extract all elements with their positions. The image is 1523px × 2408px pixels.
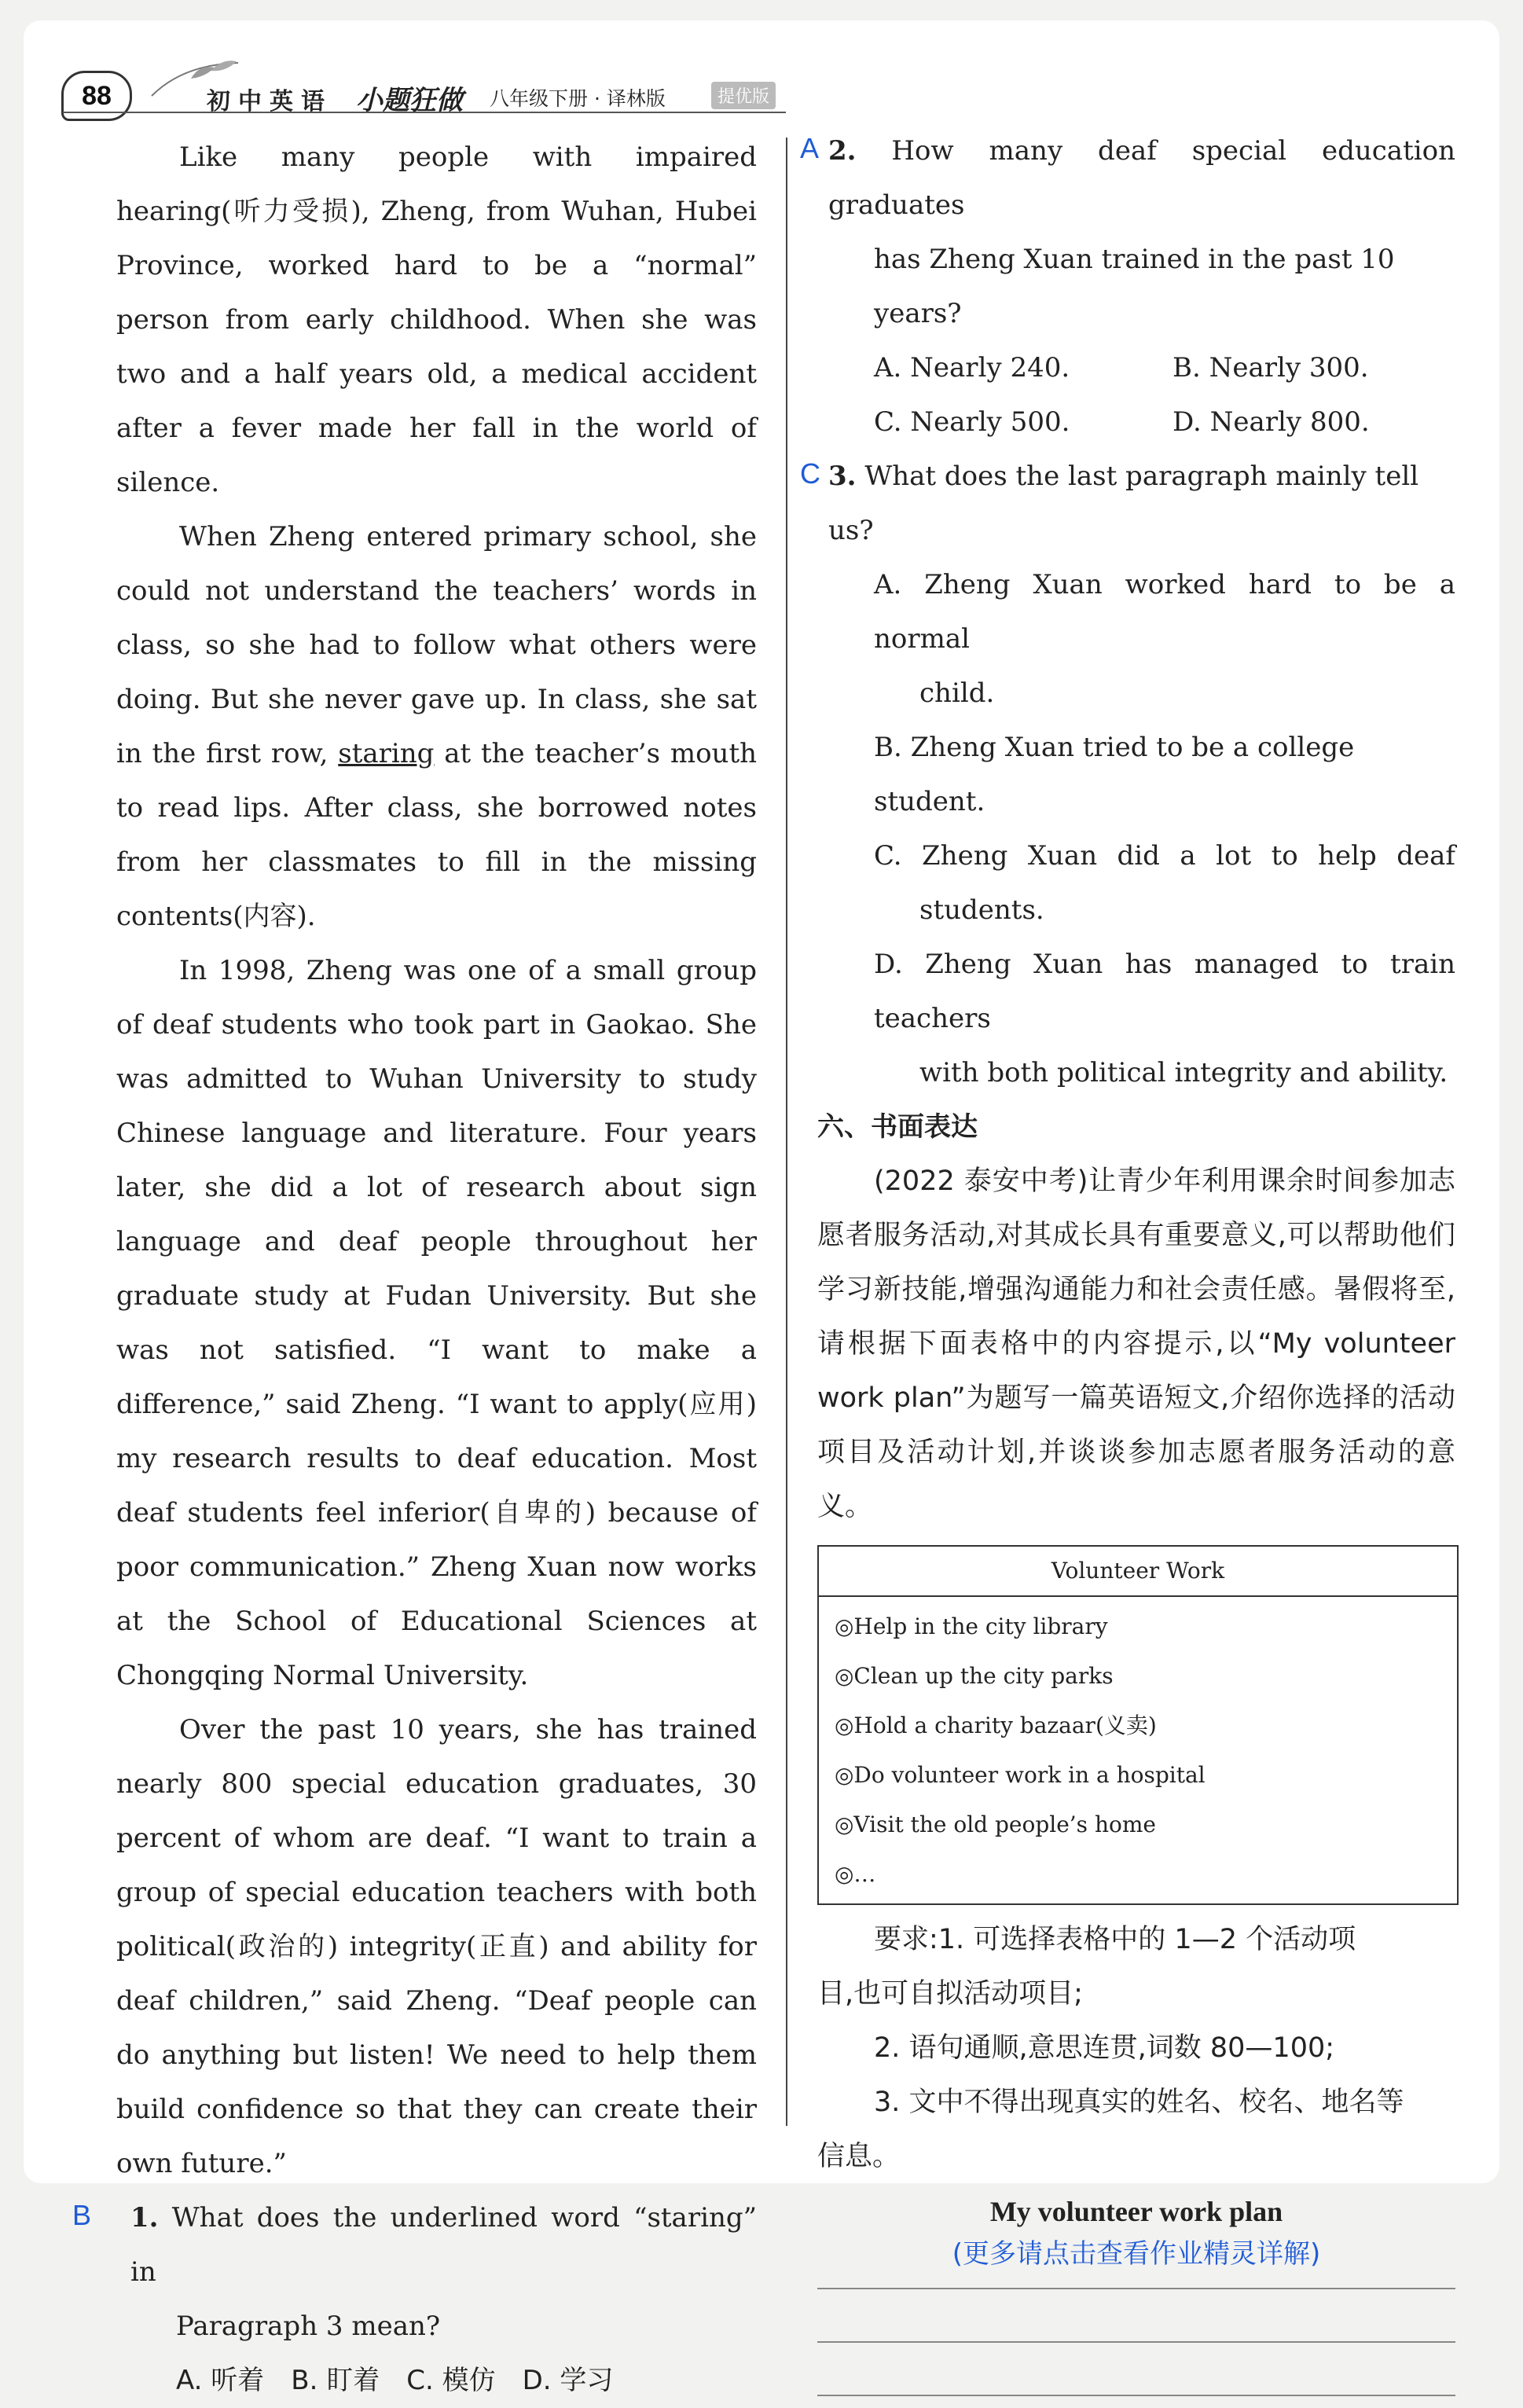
table-item: ◎…	[835, 1861, 876, 1887]
table-body	[819, 1597, 1457, 1903]
q1-number: 1.	[130, 2202, 159, 2234]
table-item: ◎Visit the old people’s home	[835, 1812, 1156, 1837]
question-3	[800, 450, 1455, 1100]
q3-option-a-line1: A. Zheng Xuan worked hard to be a normal	[874, 569, 1455, 655]
requirement-3-line2: 信息。	[817, 2141, 901, 2172]
brand-logo-text: 小题狂做	[356, 85, 463, 116]
requirement-1-line2: 目,也可自拟活动项目;	[817, 1978, 1083, 2010]
section-title-writing: 六、书面表达	[817, 1111, 978, 1143]
p2-text-after: at the teacher’s mouth to read lips. After class, she borrowed notes from her classmates to fill in the missing contents(内容).	[116, 738, 758, 932]
page-number-badge	[61, 71, 132, 121]
answer-q1: B	[72, 2199, 92, 2231]
q2-number: 2.	[828, 135, 857, 167]
q3-option-c-line2: students.	[919, 894, 1044, 926]
passage-paragraph-4: Over the past 10 years, she has trained nearly 800 special education graduates, 30 percent of whom are deaf. “I want to train a group of special education teachers with both political(政治的) integrity(正直) and ability for deaf children,” said Zheng. “Deaf people can do anything but listen! We need to help them build confidence so that they can create their own future.”	[116, 1714, 757, 2179]
q3-stem	[817, 450, 1455, 558]
answer-q3: C	[800, 457, 820, 490]
underlined-word: staring	[338, 738, 435, 769]
essay-title: My volunteer work plan	[989, 2196, 1283, 2227]
q2-option-b: B. Nearly 300.	[1173, 352, 1369, 384]
requirement-2: 2. 语句通顺,意思连贯,词数 80—100;	[874, 2032, 1335, 2064]
requirement-1-line1: 要求:1. 可选择表格中的 1—2 个活动项	[874, 1924, 1356, 1955]
header-rule	[63, 112, 786, 113]
question-1	[72, 2191, 758, 2408]
q2-option-d: D. Nearly 800.	[1173, 406, 1370, 438]
q1-stem-text: What does the underlined word “staring” in	[130, 2202, 758, 2288]
q2-stem-line2: has Zheng Xuan trained in the past 10 years?	[874, 244, 1395, 329]
edition-badge: 提优版	[711, 82, 776, 109]
left-column	[72, 130, 758, 2408]
right-column	[800, 124, 1455, 2396]
grade-label: 八年级下册 · 译林版	[490, 87, 666, 110]
p2-text-before: When Zheng entered primary school, she could not understand the teachers’ words in class, so she had to follow what others were doing. But she never gave up. In class, she sat in the first row,	[116, 521, 757, 769]
writing-line[interactable]	[817, 2288, 1455, 2289]
q3-number: 3.	[828, 461, 857, 492]
q2-stem-text: How many deaf special education graduates	[828, 135, 1455, 221]
writing-line[interactable]	[817, 2395, 1455, 2396]
writing-prompt: (2022 泰安中考)让青少年利用课余时间参加志愿者服务活动,对其成长具有重要意义,可以帮助他们学习新技能,增强沟通能力和社会责任感。暑假将至,请根据下面表格中的内容提示,以“My volunteer work plan”为题写一篇英语短文,介绍你选择的活动项目及活动计划,并谈谈参加志愿者服务活动的意义。	[817, 1165, 1455, 1522]
q3-option-b: B. Zheng Xuan tried to be a college student.	[874, 732, 1355, 817]
table-item: ◎Help in the city library	[835, 1613, 1108, 1639]
q3-option-d-line1: D. Zheng Xuan has managed to train teachers	[874, 949, 1455, 1034]
q3-stem-text: What does the last paragraph mainly tell us?	[828, 461, 1419, 546]
q1-stem-line2: Paragraph 3 mean?	[176, 2311, 441, 2342]
question-2	[800, 124, 1455, 450]
q2-stem-line1	[817, 124, 1455, 233]
writing-line[interactable]	[817, 2341, 1455, 2343]
q2-option-c: C. Nearly 500.	[874, 406, 1070, 438]
table-header: Volunteer Work	[819, 1547, 1457, 1597]
table-item: ◎Do volunteer work in a hospital	[835, 1762, 1206, 1788]
q3-option-d-line2: with both political integrity and ability.	[919, 1057, 1448, 1088]
q2-options	[817, 341, 1455, 450]
passage-paragraph-1: Like many people with impaired hearing(听力受损), Zheng, from Wuhan, Hubei Province, worked hard to be a “normal” person from early childhood. When she was two and a half years old, a medical accident after a fever made her fall in the world of silence.	[116, 141, 757, 498]
volunteer-work-table	[817, 1545, 1459, 1905]
requirement-3-line1: 3. 文中不得出现真实的姓名、校名、地名等	[874, 2087, 1404, 2118]
answer-q2: A	[800, 132, 820, 164]
table-item: ◎Hold a charity bazaar(义卖)	[835, 1712, 1157, 1738]
q3-option-a-line2: child.	[919, 677, 995, 709]
passage-paragraph-3: In 1998, Zheng was one of a small group of deaf students who took part in Gaokao. She was admitted to Wuhan University to study Chinese language and literature. Four years later, she did a lot of research about sign language and deaf people throughout her graduate study at Fudan University. But she was not satisfied. “I want to make a difference,” said Zheng. “I want to apply(应用) my research results to deaf education. Most deaf students feel inferior(自卑的) because of poor communication.” Zheng Xuan now works at the School of Educational Sciences at Chongqing Normal University.	[116, 955, 757, 1691]
book-title: 初中英语	[207, 88, 332, 116]
more-details-link[interactable]: (更多请点击查看作业精灵详解)	[952, 2238, 1321, 2270]
table-item: ◎Clean up the city parks	[835, 1663, 1114, 1689]
q3-option-c-line1: C. Zheng Xuan did a lot to help deaf	[874, 840, 1455, 872]
column-divider	[786, 138, 787, 2126]
q2-option-a: A. Nearly 240.	[874, 352, 1070, 384]
passage-paragraph-2	[116, 510, 757, 944]
page-number: 88	[82, 80, 112, 111]
q1-stem-line1	[116, 2191, 757, 2300]
q1-options: A. 听着 B. 盯着 C. 模仿 D. 学习	[176, 2365, 614, 2396]
